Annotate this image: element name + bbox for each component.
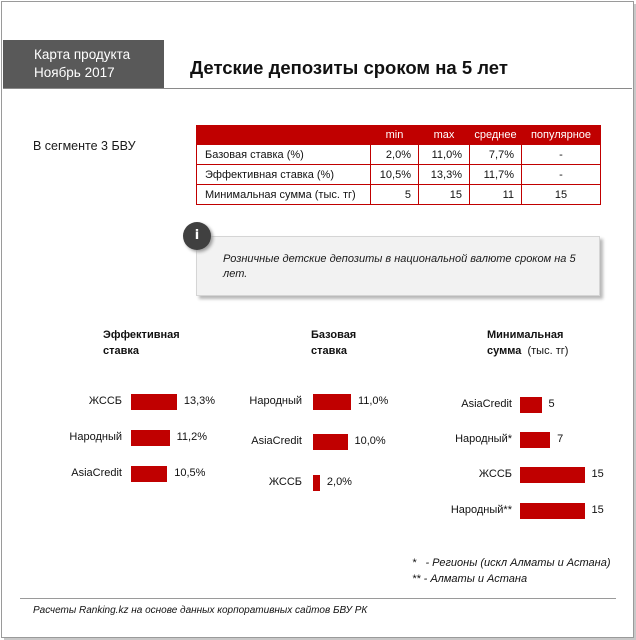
- bar: [313, 434, 348, 450]
- chart-title-line: ставка: [103, 345, 140, 357]
- info-icon: i: [183, 222, 211, 250]
- source-note: Расчеты Ranking.kz на основе данных корпоративных сайтов БВУ РК: [33, 605, 368, 616]
- footnote-mark: *: [412, 557, 417, 569]
- footer-divider: [20, 598, 616, 599]
- badge-line-1: Карта продукта: [34, 47, 131, 62]
- bar: [520, 503, 585, 519]
- cell-min: 2,0%: [371, 145, 419, 165]
- bar-category-label: AsiaCredit: [71, 467, 122, 479]
- bar-value-label: 15: [591, 504, 604, 516]
- col-header-popular: популярное: [522, 126, 601, 145]
- chart-title-effective: [103, 327, 180, 359]
- stats-table-header: [197, 126, 601, 145]
- bar: [313, 475, 320, 491]
- chart-title-line: Минимальная: [487, 329, 564, 341]
- bar-category-label: Народный: [249, 395, 302, 407]
- cell-min: 5: [371, 185, 419, 205]
- chart-title-line: Эффективная: [103, 329, 180, 341]
- table-row: [197, 145, 601, 165]
- table-row: [197, 165, 601, 185]
- chart-title-line: ставка: [311, 345, 348, 357]
- badge-line-2: Ноябрь 2017: [34, 65, 115, 80]
- table-row: [197, 185, 601, 205]
- footnote-text: - Алматы и Астана: [423, 573, 528, 585]
- chart-title-unit: (тыс. тг): [527, 345, 569, 357]
- chart-title-base: [311, 327, 356, 359]
- bar-category-label: Народный**: [450, 504, 512, 516]
- bar: [131, 394, 177, 410]
- cell-max: 15: [419, 185, 470, 205]
- bar-category-label: ЖССБ: [478, 468, 512, 480]
- row-name: Эффективная ставка (%): [197, 165, 371, 185]
- bar-category-label: Народный*: [455, 433, 512, 445]
- bar-value-label: 2,0%: [326, 476, 352, 488]
- header-divider: [3, 88, 632, 89]
- bar-category-label: Народный: [69, 431, 122, 443]
- bar: [131, 466, 167, 482]
- bar-category-label: ЖССБ: [268, 476, 302, 488]
- bar: [520, 432, 550, 448]
- col-header-min: min: [371, 126, 419, 145]
- segment-label: В сегменте 3 БВУ: [33, 139, 136, 153]
- bar-category-label: ЖССБ: [88, 395, 122, 407]
- bar: [131, 430, 170, 446]
- chart-title-min-amount: [487, 327, 568, 359]
- cell-avg: 11: [470, 185, 522, 205]
- bar: [313, 394, 351, 410]
- cell-popular: -: [522, 165, 601, 185]
- cell-avg: 11,7%: [470, 165, 522, 185]
- bar-value-label: 15: [591, 468, 604, 480]
- bar: [520, 397, 542, 413]
- footnote-text: - Регионы (искл Алматы и Астана): [425, 557, 611, 569]
- footnote-1: [412, 557, 611, 569]
- page-frame: [1, 1, 634, 638]
- info-note: [196, 236, 600, 296]
- row-name: Базовая ставка (%): [197, 145, 371, 165]
- page-title: Детские депозиты сроком на 5 лет: [190, 57, 508, 78]
- bar-value-label: 11,2%: [176, 431, 207, 443]
- chart-title-line-2: сумма: [487, 345, 522, 357]
- bar-value-label: 10,5%: [174, 467, 206, 479]
- bar-value-label: 13,3%: [183, 395, 216, 407]
- stats-table: [196, 125, 601, 205]
- col-header-name: [197, 126, 371, 145]
- col-header-max: max: [419, 126, 470, 145]
- bar-category-label: AsiaCredit: [251, 435, 302, 447]
- bar: [520, 467, 585, 483]
- product-card-badge: [3, 40, 164, 88]
- cell-min: 10,5%: [371, 165, 419, 185]
- info-note-text: Розничные детские депозиты в национальной валюте сроком на 5 лет.: [223, 253, 576, 280]
- footnote-2: [412, 573, 527, 585]
- col-header-avg: среднее: [470, 126, 522, 145]
- cell-popular: -: [522, 145, 601, 165]
- cell-max: 11,0%: [419, 145, 470, 165]
- footnote-mark: **: [412, 573, 421, 585]
- row-name: Минимальная сумма (тыс. тг): [197, 185, 371, 205]
- cell-popular: 15: [522, 185, 601, 205]
- chart-title-line: Базовая: [311, 329, 357, 341]
- bar-category-label: AsiaCredit: [461, 398, 512, 410]
- bar-value-label: 5: [548, 398, 555, 410]
- chart-title-line: [487, 343, 568, 359]
- cell-max: 13,3%: [419, 165, 470, 185]
- bar-value-label: 7: [557, 433, 564, 445]
- bar-value-label: 10,0%: [354, 435, 386, 447]
- bar-value-label: 11,0%: [357, 395, 389, 407]
- cell-avg: 7,7%: [470, 145, 522, 165]
